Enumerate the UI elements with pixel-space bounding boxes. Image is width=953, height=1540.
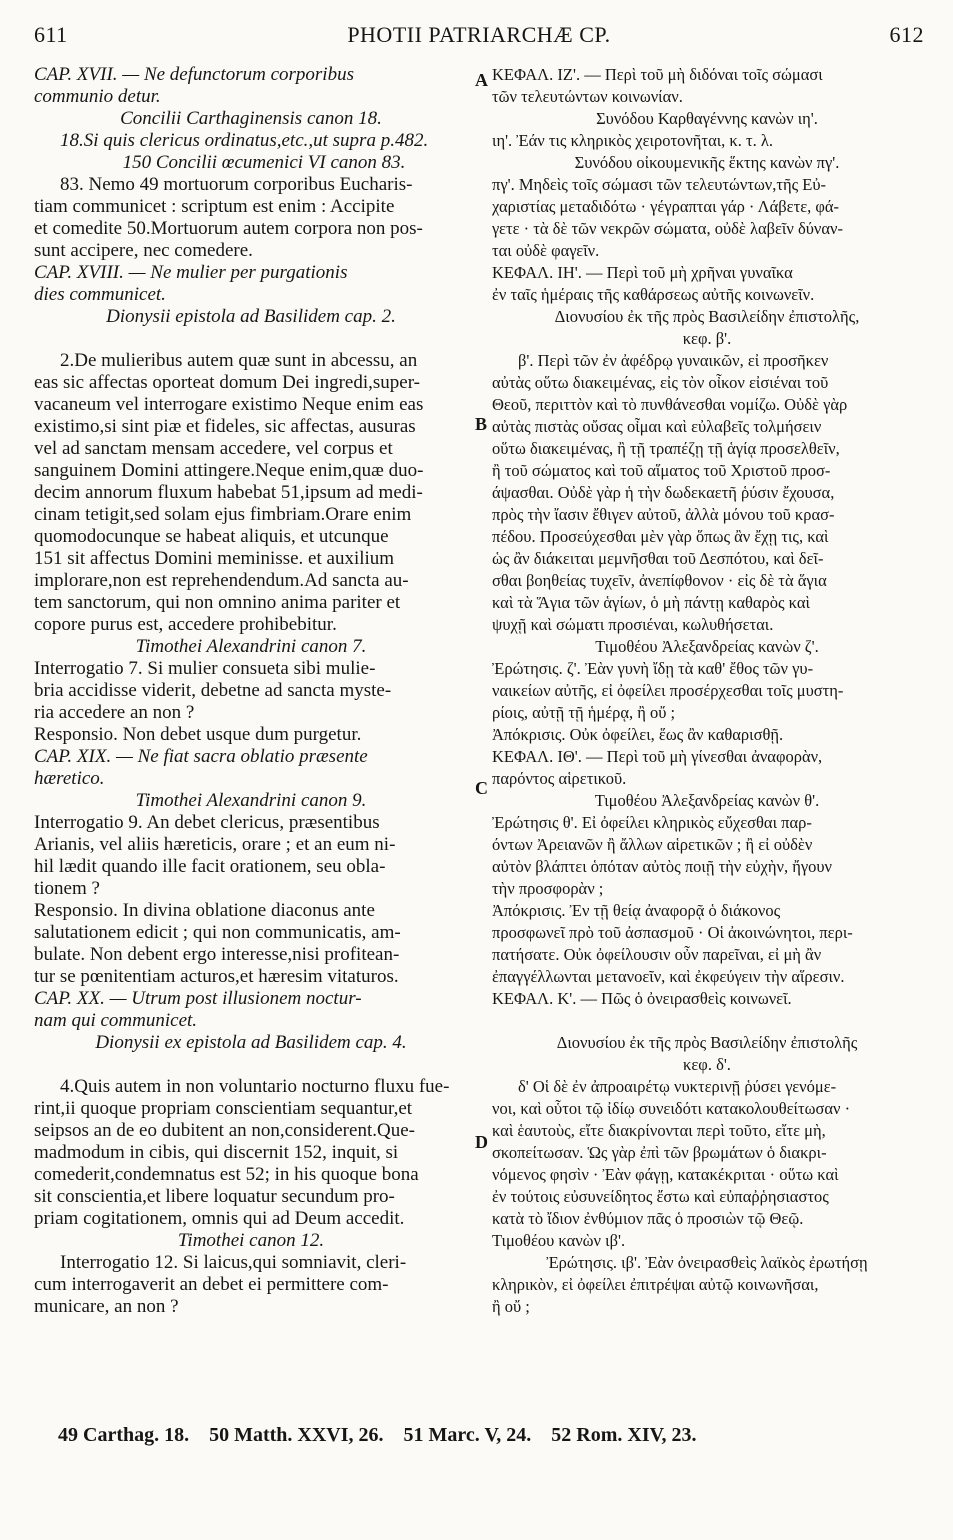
latin-text-line: tur se pœnitentiam acturos,et hæresim vitaturos. [34,966,399,987]
greek-text-line [492,1010,922,1032]
latin-text-line [34,328,468,350]
greek-text-line: ΚΕΦΑΛ. ΙΗ'. — Περὶ τοῦ μὴ χρῆναι γυναῖκα [492,263,793,282]
page-number-right: 612 [889,22,924,47]
greek-text-line: καὶ τὰ Ἅγια τῶν ἁγίων, ὁ μὴ πάντῃ καθαρὸς καὶ [492,593,810,612]
latin-text-line: Dionysii ex epistola ad Basilidem cap. 4. [95,1032,407,1053]
latin-text-line: implorare,non est reprehendendum.Ad sancta au- [34,570,409,591]
greek-text-line: παρόντος αἱρετικοῦ. [492,769,627,788]
latin-text-line: 18.Si quis clericus ordinatus,etc.,ut supra p.482. [60,130,429,151]
greek-text-line: Διονυσίου ἐκ τῆς πρὸς Βασιλείδην ἐπιστολῆς, [554,307,860,326]
greek-text-line: πέδου. Προσεύχεσθαι μὲν γὰρ ὅπως ἂν ἔχῃ τις, καὶ [492,527,829,546]
latin-text-line: vel ad sanctam mensam accedere, vel corpus et [34,438,393,459]
latin-text-line: 83. Nemo 49 mortuorum corporibus Eucharis- [60,174,413,195]
latin-text-line: Interrogatio 9. An debet clericus, præsentibus [34,812,380,833]
greek-text-line: κεφ. β'. [682,329,732,348]
latin-text-line: comederit,condemnatus est 52; in his quoque bona [34,1164,419,1185]
latin-text-line: CAP. XVII. — Ne defunctorum corporibus [34,64,354,85]
greek-text-line: ΚΕΦΑΛ. ΙΘ'. — Περὶ τοῦ μὴ γίνεσθαι ἀναφορὰν, [492,747,823,766]
latin-text-line: sanguinem Domini attingere.Neque enim,quæ duo- [34,460,424,481]
latin-text-line: rint,ii quoque propriam conscientiam sequantur,et [34,1098,413,1119]
greek-text-line: ΚΕΦΑΛ. Κ'. — Πῶς ὁ ὀνειρασθεὶς κοινωνεῖ. [492,989,792,1008]
latin-text-line: Interrogatio 7. Si mulier consueta sibi mulie- [34,658,376,679]
latin-text-line: madmodum in cibis, qui discernit 152, inquit, si [34,1142,399,1163]
greek-text-line: γετε · τὰ δὲ τῶν νεκρῶν σώματα, οὐδὲ λαβεῖν δύναν- [492,219,843,238]
greek-text-line: ἢ οὔ ; [492,1297,530,1316]
latin-text-line: nam qui communicet. [34,1010,198,1031]
greek-text-line: Τιμοθέου κανὼν ιβ'. [492,1231,626,1250]
greek-text-line: Ἐρώτησις θ'. Εἰ ὀφείλει κληρικὸς εὔχεσθαι παρ- [492,813,812,832]
greek-text-line: κατὰ τὸ ἴδιον ἐνθύμιον πᾶς ὁ προσιὼν τῷ Θεῷ. [492,1209,804,1228]
latin-text-line: copore purus est, accedere prohibebitur. [34,614,337,635]
latin-text-line: dies communicet. [34,284,166,305]
greek-text-line: Τιμοθέου Ἀλεξανδρείας κανὼν θ'. [594,791,820,810]
latin-text-line: tiam communicet : scriptum est enim : Accipite [34,196,395,217]
latin-text-line: Responsio. In divina oblatione diaconus ante [34,900,375,921]
footnotes: 49 Carthag. 18. 50 Matth. XXVI, 26. 51 Marc. V, 24. 52 Rom. XIV, 23. [58,1424,697,1446]
greek-text-line: πρὸς τὴν ἴασιν ἔθιγεν αὐτοῦ, ἀλλὰ μόνου τοῦ κρασ- [492,505,835,524]
latin-column [34,64,468,1318]
greek-text-line: πγ'. Μηδεὶς τοῖς σώμασι τῶν τελευτώντων,τῆς Εὐ- [492,175,827,194]
greek-text-line: αὐτὰς πιστὰς οὔσας οἶμαι καὶ εὐλαβεῖς τολμήσειν [492,417,822,436]
latin-text-line: 4.Quis autem in non voluntario nocturno fluxu fue- [60,1076,450,1097]
latin-text-line [34,1054,468,1076]
greek-column [492,64,922,1318]
latin-text-line: cum interrogaverit an debet ei permittere com- [34,1274,389,1295]
latin-text-line: communio detur. [34,86,161,107]
latin-text-line: cinam tetigit,sed solam ejus fimbriam.Orare enim [34,504,412,525]
latin-text-line: CAP. XIX. — Ne fiat sacra oblatio præsente [34,746,368,767]
greek-text-line: Διονυσίου ἐκ τῆς πρὸς Βασιλείδην ἐπιστολῆς [556,1033,858,1052]
latin-text-line: existimo,si sint piæ et fideles, sic affectas, ausuras [34,416,416,437]
margin-letter-c: C [475,778,488,798]
greek-text-line: ὡς ἂν διάκειται μεμνῆσθαι τοῦ Δεσπότου, καὶ δεῖ- [492,549,824,568]
latin-text-line: quomodocunque se habeat aliquis, et utcunque [34,526,389,547]
greek-text-line: ιη'. Ἐάν τις κληρικὸς χειροτονῆται, κ. τ. λ. [492,131,773,150]
latin-text-line: tionem ? [34,878,100,899]
latin-text-line: priam cogitationem, omnis qui ad Deum accedit. [34,1208,405,1229]
greek-text-line: Συνόδου οἰκουμενικῆς ἕκτης κανὼν πγ'. [574,153,840,172]
margin-letter-b: B [475,414,488,434]
greek-text-line: καὶ ἑαυτοὺς, εἴτε διακρίνονται περὶ τοῦτο, εἴτε μὴ, [492,1121,826,1140]
latin-text-line: salutationem edicit ; qui non communicatis, am- [34,922,401,943]
latin-text-line: tem sanctorum, qui non omnino anima pariter et [34,592,401,613]
latin-text-line: ria accedere an non ? [34,702,195,723]
latin-text-line: sunt accipere, nec comedere. [34,240,253,261]
running-title: PHOTII PATRIARCHÆ CP. [347,22,611,47]
greek-text-line: Θεοῦ, περιττὸν καὶ τὸ πυνθάνεσθαι νομίζω. Οὐδὲ γὰρ [492,395,848,414]
greek-text-line: οὕτω διακειμένας, ἢ τῇ τραπέζῃ τῇ ἁγίᾳ προσελθεῖν, [492,439,840,458]
latin-text-line: sit conscientia,et libere loquatur secundum pro- [34,1186,395,1207]
greek-text-line: ἐπαγγέλλωνται μετανοεῖν, καὶ ἐκφεύγειν τὴν αἵρεσιν. [492,967,845,986]
greek-text-line: ἢ τοῦ σώματος καὶ τοῦ αἵματος τοῦ Χριστοῦ προσ- [492,461,831,480]
greek-text-line: ρίοις, αὐτῇ τῇ ἡμέρᾳ, ἢ οὔ ; [492,703,676,722]
latin-text-line: seipsos an de eo dubitent an non,considerent.Que- [34,1120,415,1141]
greek-text-line: ἐν ταῖς ἡμέραις τῆς καθάρσεως αὐτῆς κοινωνεῖν. [492,285,815,304]
latin-text-line: municare, an non ? [34,1296,179,1317]
latin-text-line: decim annorum fluxum habebat 51,ipsum ad medi- [34,482,423,503]
margin-letter-d: D [475,1132,488,1152]
latin-text-line: Arianis, vel aliis hæreticis, orare ; et an eum ni- [34,834,396,855]
running-header [34,22,924,52]
latin-text-line: hil lædit quando ille facit orationem, seu obla- [34,856,386,877]
greek-text-line: τῶν τελευτώντων κοινωνίαν. [492,87,683,106]
greek-text-line: αὐτὰς οὕτω διακειμένας, εἰς τὸν οἶκον εἰσιέναι τοῦ [492,373,829,392]
greek-text-line: κληρικὸν, εἰ ὀφείλει ἐπιτρέψαι αὐτῷ κοινωνῆσαι, [492,1275,819,1294]
greek-text-line: νόμενος φησὶν · Ἐὰν φάγῃ, κατακέκριται · οὕτω καὶ [492,1165,839,1184]
greek-text-line: β'. Περὶ τῶν ἐν ἀφέδρῳ γυναικῶν, εἰ προσῆκεν [518,351,829,370]
latin-text-line: Timothei canon 12. [177,1230,325,1251]
greek-text-line: προσφωνεῖ πρὸ τοῦ ἀσπασμοῦ · Οἱ ἀκοινώνητοι, περι- [492,923,853,942]
latin-text-line: 150 Concilii œcumenici VI canon 83. [122,152,406,173]
margin-letter-a: A [475,70,488,90]
greek-text-line: ἐν τούτοις εὐσυνείδητος ἔστω καὶ εὐπαῤῥησιαστος [492,1187,829,1206]
greek-text-line: ναικείων αὐτῆς, εἰ ὀφείλει προσέρχεσθαι τοῖς μυστη- [492,681,844,700]
greek-text-line: ται οὐδὲ φαγεῖν. [492,241,600,260]
greek-text-line: Συνόδου Καρθαγέννης κανὼν ιη'. [596,109,818,128]
greek-text-line: Ἐρώτησις. ζ'. Ἐὰν γυνὴ ἴδῃ τὰ καθ' ἔθος τῶν γυ- [492,659,814,678]
latin-text-line: hæretico. [34,768,105,789]
latin-text-line: 151 sit affectus Domini meminisse. et auxilium [34,548,395,569]
greek-text-line: όντων Ἀρειανῶν ἢ ἄλλων αἱρετικῶν ; ἢ εἰ οὐδὲν [492,835,813,854]
latin-text-line: bria accidisse viderit, debetne ad sancta myste- [34,680,392,701]
greek-text-line: άψασθαι. Οὐδὲ γὰρ ἡ τὴν δωδεκαετῆ ῥύσιν ἔχουσα, [492,483,835,502]
latin-text-line: Responsio. Non debet usque dum purgetur. [34,724,362,745]
greek-text-line: χαριστίας μεταδιδότω · γέγραπται γάρ · Λάβετε, φά- [492,197,840,216]
greek-text-line: Ἐρώτησις. ιβ'. Ἐὰν ὀνειρασθεὶς λαϊκὸς ἐρωτήσῃ [546,1253,868,1272]
greek-text-line: νοι, καὶ οὗτοι τῷ ἰδίῳ συνειδότι κατακολουθείτωσαν · [492,1099,851,1118]
latin-text-line: Timothei Alexandrini canon 7. [135,636,367,657]
greek-text-line: κεφ. δ'. [683,1055,731,1074]
latin-text-line: CAP. XX. — Utrum post illusionem noctur- [34,988,362,1009]
greek-text-line: αὐτὸν βλάπτει ὁπόταν αὐτὸς ποιῇ τὴν εὐχὴν, ἤγουν [492,857,832,876]
latin-text-line: Concilii Carthaginensis canon 18. [120,108,382,129]
greek-text-line: σκοπείτωσαν. Ὡς γὰρ ἐπὶ τῶν βρωμάτων ὁ διακρι- [492,1143,827,1162]
greek-text-line: πατήσατε. Οὐκ ὀφείλουσιν οὖν παρεῖναι, εἰ μὴ ἂν [492,945,822,964]
latin-text-line: Interrogatio 12. Si laicus,qui somniavit, cleri- [60,1252,407,1273]
greek-text-line: τὴν προσφορὰν ; [492,879,604,898]
latin-text-line: eas sic affectas oporteat domum Dei ingredi,super- [34,372,420,393]
greek-text-line: Ἀπόκρισις. Ἐν τῇ θείᾳ ἀναφορᾷ ὁ διάκονος [492,901,781,920]
greek-text-line: ΚΕΦΑΛ. ΙΖ'. — Περὶ τοῦ μὴ διδόναι τοῖς σώμασι [492,65,823,84]
latin-text-line: Dionysii epistola ad Basilidem cap. 2. [106,306,396,327]
greek-text-line: ψυχῇ καὶ σώματι προσιέναι, κωλυθήσεται. [492,615,774,634]
greek-text-line: σθαι βοηθείας τυχεῖν, ἀνεπίφθονον · εἰς δὲ τὰ ἅγια [492,571,827,590]
greek-text-line: δ' Οἱ δὲ ἐν ἀπροαιρέτῳ νυκτερινῇ ῥύσει γενόμε- [518,1077,837,1096]
latin-text-line: CAP. XVIII. — Ne mulier per purgationis [34,262,348,283]
latin-text-line: et comedite 50.Mortuorum autem corpora non pos- [34,218,423,239]
greek-text-line: Τιμοθέου Ἀλεξανδρείας κανὼν ζ'. [595,637,819,656]
latin-text-line: bulate. Non debent ergo interesse,nisi profitean- [34,944,400,965]
page-number-left: 611 [34,22,68,47]
greek-text-line: Ἀπόκρισις. Οὐκ ὀφείλει, ἕως ἂν καθαρισθῇ. [492,725,784,744]
latin-text-line: 2.De mulieribus autem quæ sunt in abcessu, an [60,350,418,371]
latin-text-line: Timothei Alexandrini canon 9. [135,790,367,811]
latin-text-line: vacaneum vel interrogare existimo Neque enim eas [34,394,424,415]
